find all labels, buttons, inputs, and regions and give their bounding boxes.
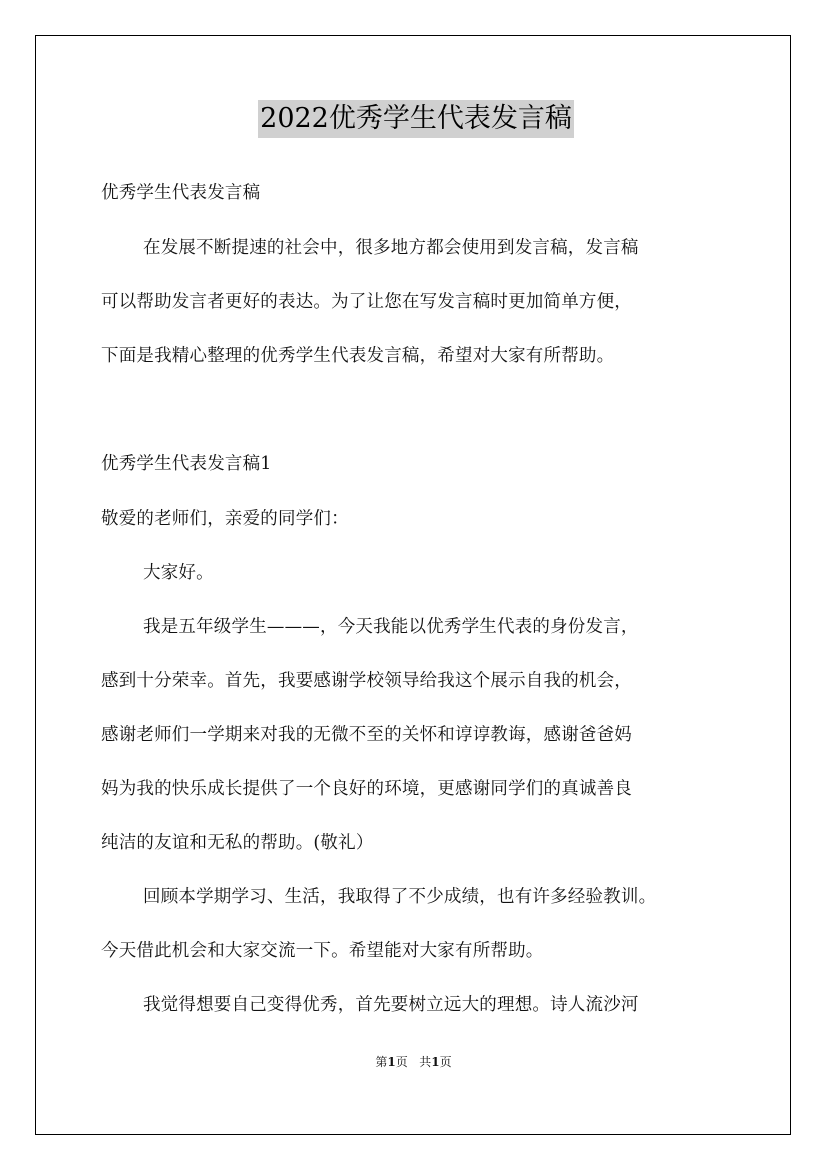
paragraph-line: 在发展不断提速的社会中，很多地方都会使用到发言稿，发言稿 <box>143 238 639 258</box>
total-pages: 1 <box>431 1055 440 1069</box>
section-heading: 优秀学生代表发言稿1 <box>101 454 272 474</box>
title-wrap <box>101 100 731 138</box>
paragraph-line: 感谢老师们一学期来对我的无微不至的关怀和谆谆教诲，感谢爸爸妈 <box>101 725 632 745</box>
page-prefix: 第 <box>375 1055 388 1069</box>
document-title: 2022优秀学生代表发言稿 <box>258 100 574 138</box>
page-number: 1 <box>387 1055 396 1069</box>
total-prefix: 共 <box>419 1055 432 1069</box>
paragraph-line: 今天借此机会和大家交流一下。希望能对大家有所帮助。 <box>101 941 544 961</box>
salutation: 敬爱的老师们，亲爱的同学们： <box>101 509 349 529</box>
intro-heading: 优秀学生代表发言稿 <box>101 183 261 203</box>
paragraph-line: 纯洁的友谊和无私的帮助。(敬礼） <box>101 833 374 853</box>
page-footer <box>0 1053 827 1070</box>
paragraph-line: 可以帮助发言者更好的表达。为了让您在写发言稿时更加简单方便， <box>101 292 632 312</box>
paragraph-line: 我是五年级学生———，今天我能以优秀学生代表的身份发言， <box>143 617 639 637</box>
total-suffix: 页 <box>439 1055 452 1069</box>
paragraph-line: 回顾本学期学习、生活，我取得了不少成绩，也有许多经验教训。 <box>143 887 657 907</box>
paragraph-line: 下面是我精心整理的优秀学生代表发言稿，希望对大家有所帮助。 <box>101 346 615 366</box>
page-suffix: 页 <box>395 1055 408 1069</box>
paragraph-line: 妈为我的快乐成长提供了一个良好的环境，更感谢同学们的真诚善良 <box>101 779 632 799</box>
paragraph-line: 我觉得想要自己变得优秀，首先要树立远大的理想。诗人流沙河 <box>143 995 639 1015</box>
paragraph-line: 感到十分荣幸。首先，我要感谢学校领导给我这个展示自我的机会， <box>101 671 632 691</box>
greeting: 大家好。 <box>143 563 214 583</box>
